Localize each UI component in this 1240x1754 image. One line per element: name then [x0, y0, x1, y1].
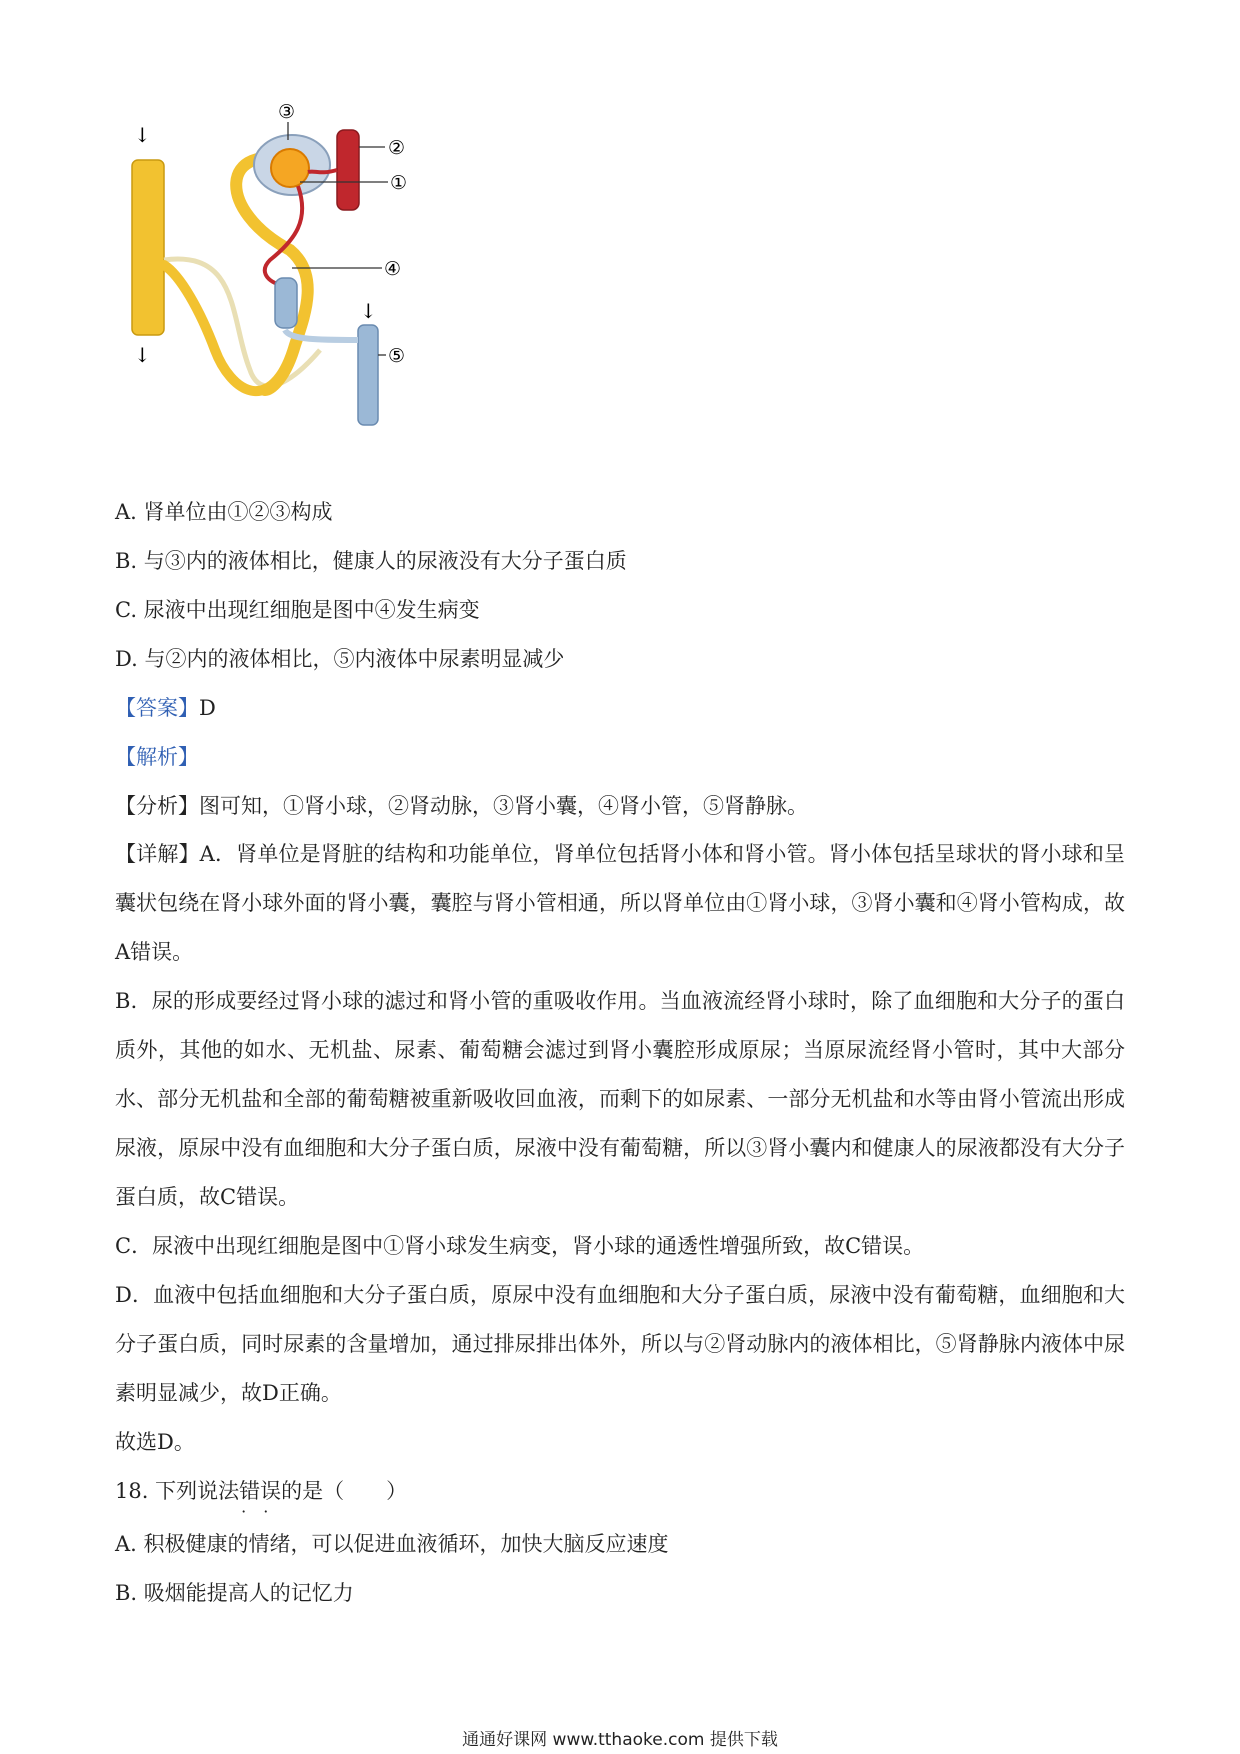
analysis-tag: 【解析】: [115, 745, 199, 769]
q18-option-a: A. 积极健康的情绪，可以促进血液循环，加快大脑反应速度: [115, 1532, 669, 1556]
answer-value: D: [199, 696, 216, 720]
xiangjie-a-text: A．肾单位是肾脏的结构和功能单位，肾单位包括肾小体和肾小管。肾小体包括呈球状的肾小球和呈囊状包绕在肾小球外面的肾小囊，囊腔与肾小管相通，所以肾单位由①肾小球，③肾小囊和④肾小管构成，故A错误。: [115, 842, 1125, 964]
xiangjie-a-paragraph: [115, 830, 1125, 977]
option-b: B. 与③内的液体相比，健康人的尿液没有大分子蛋白质: [115, 549, 627, 573]
option-c: C. 尿液中出现红细胞是图中④发生病变: [115, 598, 480, 622]
q18-stem-post: 的是（ ）: [281, 1479, 408, 1503]
answer-tag: 【答案】: [115, 696, 199, 720]
figure-label-5: ⑤: [388, 345, 406, 367]
nephron-diagram: [120, 100, 520, 450]
fenxi-text: 图可知，①肾小球，②肾动脉，③肾小囊，④肾小管，⑤肾静脉。: [199, 794, 808, 818]
arrow-down-icon: ↓: [134, 343, 151, 367]
xiangjie-b-paragraph: B．尿的形成要经过肾小球的滤过和肾小管的重吸收作用。当血液流经肾小球时，除了血细胞和大分子的蛋白质外，其他的如水、无机盐、尿素、葡萄糖会滤过到肾小囊腔形成原尿；当原尿流经肾小管时，其中大部分水、部分无机盐和全部的葡萄糖被重新吸收回血液，而剩下的如尿素、一部分无机盐和水等由肾小管流出形成尿液，原尿中没有血细胞和大分子蛋白质，尿液中没有葡萄糖，所以③肾小囊内和健康人的尿液都没有大分子蛋白质，故C错误。: [115, 989, 1125, 1209]
page-footer: 通通好课网 www.tthaoke.com 提供下载: [462, 1730, 778, 1750]
q18-option-b: B. 吸烟能提高人的记忆力: [115, 1581, 354, 1605]
question-18-stem: [115, 1476, 407, 1506]
afferent-arteriole: [308, 170, 337, 172]
figure-label-3: ③: [278, 101, 296, 123]
glomerulus: [271, 149, 309, 187]
answer-line: [115, 693, 216, 723]
tubule-capillary: [275, 278, 297, 328]
figure-label-2: ②: [388, 137, 406, 159]
figure-label-1: ①: [390, 172, 408, 194]
xiangjie-c-paragraph: C．尿液中出现红细胞是图中①肾小球发生病变，肾小球的通透性增强所致，故C错误。: [115, 1234, 925, 1258]
figure-label-4: ④: [384, 258, 402, 280]
option-d: D. 与②内的液体相比，⑤内液体中尿素明显减少: [115, 647, 565, 671]
xiangjie-tag: 【详解】: [115, 842, 200, 866]
q18-stem-pre: 18. 下列说法: [115, 1479, 240, 1503]
arrow-down-icon: ↓: [134, 123, 151, 147]
arrow-down-icon: ↓: [360, 299, 377, 323]
fenxi-tag: 【分析】: [115, 794, 199, 818]
q18-stem-emphasis: 错误 · ·: [239, 1479, 281, 1503]
renal-vein: [358, 325, 378, 425]
renal-artery: [337, 130, 359, 210]
conclusion: 故选D。: [115, 1430, 195, 1454]
nephron-illustration: [120, 100, 520, 450]
xiangjie-d-paragraph: D．血液中包括血细胞和大分子蛋白质，原尿中没有血细胞和大分子蛋白质，尿液中没有葡萄糖，血细胞和大分子蛋白质，同时尿素的含量增加，通过排尿排出体外，所以与②肾动脉内的液体相比，⑤肾静脉内液体中尿素明显减少，故D正确。: [115, 1283, 1125, 1405]
collecting-duct: [132, 160, 164, 335]
fenxi-line: [115, 791, 808, 821]
option-a: A. 肾单位由①②③构成: [115, 500, 333, 524]
